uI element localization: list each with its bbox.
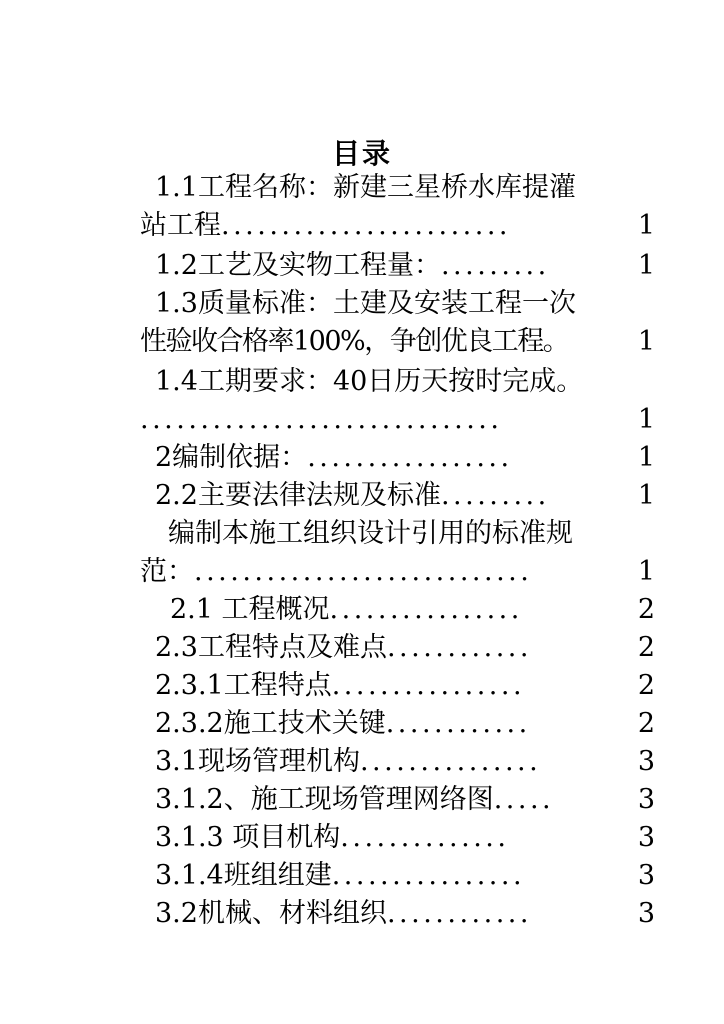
toc-page-number: 1 (637, 442, 655, 473)
toc-entry-1-1-line1[interactable]: 1.1工程名称：新建三星桥水库提灌 (155, 172, 576, 203)
toc-page-number: 3 (637, 746, 655, 777)
toc-page-number: 2 (637, 670, 655, 701)
toc-entry-text: 2.2主要法律法规及标准 (155, 480, 441, 511)
toc-leader-dots: ............ (385, 708, 531, 739)
toc-leader-dots: ............ (386, 898, 532, 929)
toc-page-number: 1 (637, 326, 655, 357)
toc-leader-dots: ............... (359, 746, 542, 777)
toc-entry-text: 2.1 工程概况 (170, 594, 330, 625)
toc-entry-2-3-2[interactable] (155, 706, 655, 742)
toc-entry-3-2[interactable] (155, 896, 655, 932)
toc-entry-2-3[interactable] (155, 630, 655, 666)
toc-entry-1-3-line1[interactable]: 1.3质量标准：土建及安装工程一次 (155, 288, 576, 319)
toc-entry-1-2[interactable] (155, 248, 655, 284)
toc-page-number: 2 (637, 708, 655, 739)
toc-leader-dots: ......... (440, 250, 550, 281)
toc-entry-text: 3.2机械、材料组织 (155, 898, 387, 929)
toc-leader-dots: .............................. (140, 404, 503, 435)
toc-entry-text: 2.3.2施工技术关键 (155, 708, 386, 739)
toc-page-number: 3 (637, 784, 655, 815)
toc-entry-text: 性验收合格率100%，争创优良工程。 (140, 326, 569, 357)
toc-leader-dots: ............................ (194, 556, 533, 587)
toc-leader-dots: ................ (329, 594, 523, 625)
toc-page-number: 3 (637, 898, 655, 929)
toc-title: 目录 (331, 137, 392, 170)
toc-entry-3-1-3[interactable] (155, 820, 655, 856)
toc-entry-text: 3.1.4班组组建 (155, 860, 332, 891)
toc-entry-1-4-line1[interactable]: 1.4工期要求：40日历天按时完成。 (155, 366, 584, 397)
toc-page-number: 2 (637, 632, 655, 663)
toc-entry-text: 3.1.2、施工现场管理网络图 (155, 784, 494, 815)
toc-entry-1-4[interactable] (140, 402, 655, 438)
toc-entry-text: 1.2工艺及实物工程量： (155, 250, 441, 281)
toc-page-number: 1 (637, 404, 655, 435)
toc-page-number: 3 (637, 822, 655, 853)
toc-page-number: 1 (637, 556, 655, 587)
toc-entry-text: 2.3工程特点及难点 (155, 632, 387, 663)
toc-entry-3-1-2[interactable] (155, 782, 655, 818)
toc-page-number: 1 (637, 210, 655, 241)
toc-entry-standards[interactable] (140, 554, 655, 590)
toc-entry-2-2[interactable] (155, 478, 655, 514)
toc-leader-dots: ......... (440, 480, 550, 511)
toc-entry-text: 范： (140, 556, 194, 587)
toc-page-number: 2 (637, 594, 655, 625)
toc-entry-text: 3.1.3 项目机构 (155, 822, 341, 853)
toc-entry-text: 3.1现场管理机构 (155, 746, 360, 777)
toc-page-number: 1 (637, 250, 655, 281)
toc-leader-dots: ................. (307, 442, 513, 473)
toc-entry-2-3-1[interactable] (155, 668, 655, 704)
toc-entry-text: 站工程 (140, 210, 221, 241)
toc-entry-standards-line1[interactable]: 编制本施工组织设计引用的标准规 (168, 518, 573, 549)
toc-page-number: 1 (637, 480, 655, 511)
toc-entry-3-1[interactable] (155, 744, 655, 780)
toc-leader-dots: ................ (331, 670, 526, 701)
toc-entry-text: 2.3.1工程特点 (155, 670, 332, 701)
toc-leader-dots: ................ (331, 860, 526, 891)
toc-page-number: 3 (637, 860, 655, 891)
toc-entry-1-1[interactable] (140, 208, 655, 244)
toc-entry-1-3[interactable] (140, 324, 655, 360)
toc-leader-dots: ..... (493, 784, 555, 815)
toc-entry-2[interactable] (155, 440, 655, 476)
toc-entry-text: 2编制依据： (155, 442, 308, 473)
toc-leader-dots: ........................ (221, 210, 511, 241)
toc-entry-2-1[interactable] (170, 592, 655, 628)
toc-entry-3-1-4[interactable] (155, 858, 655, 894)
toc-leader-dots: ............ (386, 632, 532, 663)
toc-leader-dots: .............. (340, 822, 510, 853)
